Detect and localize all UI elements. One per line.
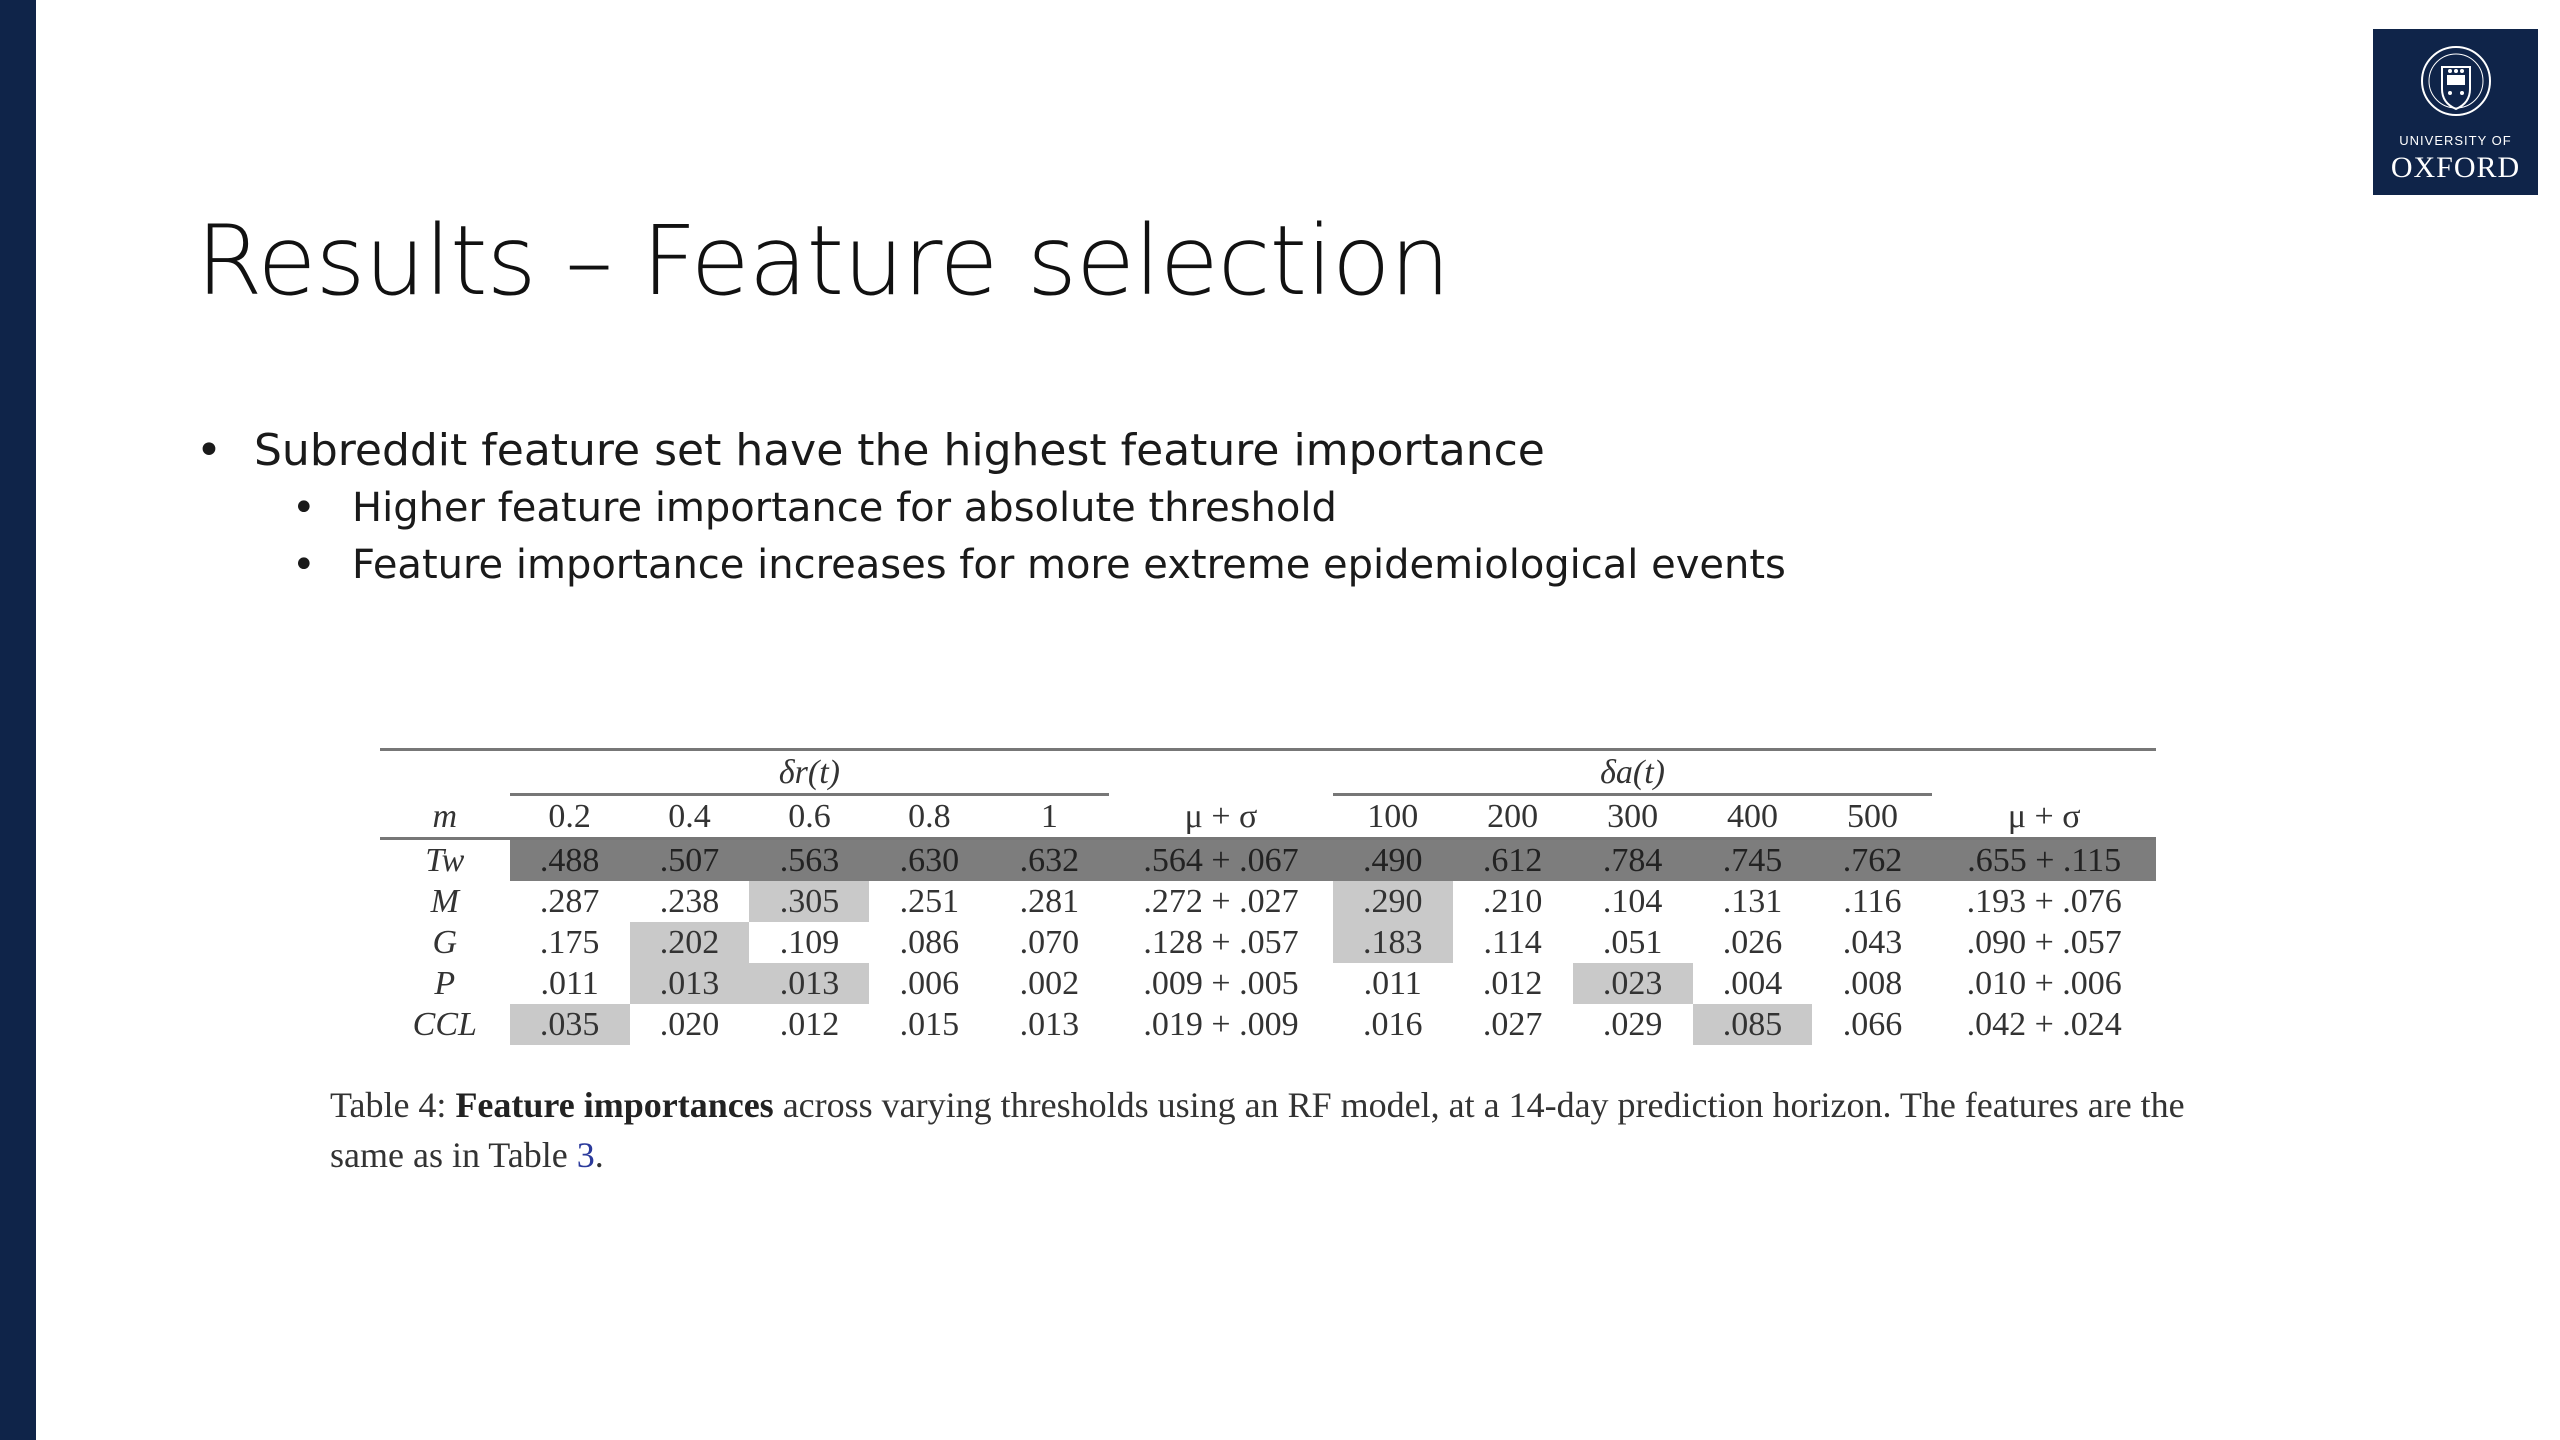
- table-top-rule: [380, 748, 2156, 751]
- column-header: μ + σ: [1184, 798, 1258, 835]
- caption-prefix: Table 4:: [330, 1085, 456, 1125]
- column-header: 1: [1040, 798, 1058, 835]
- table-cell: .009 + .005: [1143, 965, 1299, 1002]
- table-row: [380, 1004, 2156, 1045]
- column-header: 500: [1846, 798, 1898, 835]
- table-cell: .238: [659, 883, 720, 920]
- table-cell: .305: [749, 881, 869, 922]
- table-cell: .043: [1842, 924, 1903, 961]
- table-cell: .006: [899, 965, 960, 1002]
- oxford-crest-icon: [2416, 41, 2496, 127]
- table-cell: .070: [1019, 924, 1080, 961]
- table-cell: .086: [899, 924, 960, 961]
- row-label: P: [434, 965, 456, 1002]
- bullet-dot-icon: •: [196, 425, 222, 476]
- bullet-text: Subreddit feature set have the highest feature importance: [254, 425, 1545, 476]
- table-caption: [330, 1080, 2230, 1180]
- table-cell: .085: [1693, 1004, 1813, 1045]
- table-cell: .762: [1812, 839, 1932, 882]
- table-cell: .210: [1482, 883, 1543, 920]
- table-cell: .281: [1019, 883, 1080, 920]
- table-row: [380, 922, 2156, 963]
- sub-bullet-item: [196, 485, 1786, 542]
- table-cell: .013: [749, 963, 869, 1004]
- column-header: 0.4: [668, 798, 711, 835]
- table-row: [380, 963, 2156, 1004]
- table-cell: .035: [510, 1004, 630, 1045]
- table-cell: .042 + .024: [1966, 1006, 2122, 1043]
- table-cell: .630: [869, 839, 989, 882]
- table-row: [380, 881, 2156, 922]
- row-label: M: [430, 883, 459, 920]
- column-header: 0.2: [548, 798, 591, 835]
- row-label: CCL: [412, 1006, 477, 1043]
- table-cell: .612: [1453, 839, 1573, 882]
- table-cell: .011: [1363, 965, 1422, 1002]
- logo-oxford: OXFORD: [2390, 151, 2521, 184]
- bullet-dot-icon: •: [292, 485, 316, 531]
- table-cell: .251: [899, 883, 960, 920]
- table-cell: .655 + .115: [1932, 839, 2156, 882]
- bullet-item: [196, 425, 1786, 485]
- column-header: 400: [1727, 798, 1778, 835]
- group-header-relative: δr(t): [510, 752, 1110, 796]
- table-cell: .131: [1722, 883, 1783, 920]
- table-cell: .026: [1722, 924, 1783, 961]
- group-header-absolute: δa(t): [1333, 752, 1933, 796]
- table-cell: .564 + .067: [1109, 839, 1332, 882]
- bullet-list: [196, 425, 1786, 599]
- table-cell: .563: [749, 839, 869, 882]
- column-header: 0.8: [908, 798, 951, 835]
- table-cell: .114: [1483, 924, 1542, 961]
- table-cell: .287: [539, 883, 600, 920]
- oxford-logo: [2373, 29, 2538, 195]
- sub-bullet-text: Feature importance increases for more extreme epidemiological events: [352, 542, 1786, 588]
- table-cell: .202: [630, 922, 750, 963]
- table-cell: .020: [659, 1006, 720, 1043]
- table-cell: .027: [1482, 1006, 1543, 1043]
- table-cell: .004: [1722, 965, 1783, 1002]
- table-cell: .015: [899, 1006, 960, 1043]
- table-row: [380, 839, 2156, 882]
- column-header: 100: [1367, 798, 1419, 835]
- table-cell: .019 + .009: [1143, 1006, 1299, 1043]
- table-cell: .507: [630, 839, 750, 882]
- table-cell: .104: [1602, 883, 1663, 920]
- row-label: Tw: [380, 839, 510, 882]
- table-cell: .016: [1362, 1006, 1423, 1043]
- table-cell: .011: [540, 965, 599, 1002]
- table-cell: .784: [1573, 839, 1693, 882]
- table-cell: .090 + .057: [1966, 924, 2122, 961]
- sub-bullet-text: Higher feature importance for absolute threshold: [352, 485, 1337, 531]
- table-cell: .109: [779, 924, 840, 961]
- table-cell: .013: [1019, 1006, 1080, 1043]
- table-cell: .193 + .076: [1966, 883, 2122, 920]
- table-cell: .023: [1573, 963, 1693, 1004]
- table-cell: .066: [1842, 1006, 1903, 1043]
- column-header: 200: [1487, 798, 1539, 835]
- table-cell: .029: [1602, 1006, 1663, 1043]
- table-cell: .490: [1333, 839, 1453, 882]
- column-header: 300: [1607, 798, 1659, 835]
- table-cell: .745: [1693, 839, 1813, 882]
- table-cell: .272 + .027: [1143, 883, 1299, 920]
- caption-end: .: [594, 1135, 604, 1175]
- table-cell: .488: [510, 839, 630, 882]
- table-cell: .175: [539, 924, 600, 961]
- logo-university-of: UNIVERSITY OF: [2399, 133, 2512, 148]
- table-cell: .290: [1333, 881, 1453, 922]
- slide-title: Results – Feature selection: [196, 205, 1450, 317]
- sub-bullet-item: [196, 542, 1786, 599]
- bullet-dot-icon: •: [292, 542, 316, 588]
- caption-text: across varying thresholds using an RF model, at a 14-day prediction horizon. The features are the same as in Table: [330, 1085, 2185, 1175]
- table-reference-link[interactable]: 3: [576, 1135, 595, 1175]
- table-cell: .128 + .057: [1143, 924, 1299, 961]
- column-header: μ + σ: [2007, 798, 2081, 835]
- table-cell: .008: [1842, 965, 1903, 1002]
- table-cell: .632: [989, 839, 1109, 882]
- table-cell: .012: [779, 1006, 840, 1043]
- table-cell: .002: [1019, 965, 1080, 1002]
- table-cell: .183: [1333, 922, 1453, 963]
- table-cell: .012: [1482, 965, 1543, 1002]
- table-cell: .116: [1843, 883, 1902, 920]
- row-label: G: [432, 924, 458, 961]
- caption-bold: Feature importances: [455, 1085, 774, 1125]
- table-cell: .010 + .006: [1966, 965, 2122, 1002]
- left-accent-bar: [0, 0, 36, 1440]
- column-header: 0.6: [788, 798, 831, 835]
- table-cell: .051: [1602, 924, 1663, 961]
- column-header-m: m: [432, 798, 458, 835]
- table-cell: .013: [630, 963, 750, 1004]
